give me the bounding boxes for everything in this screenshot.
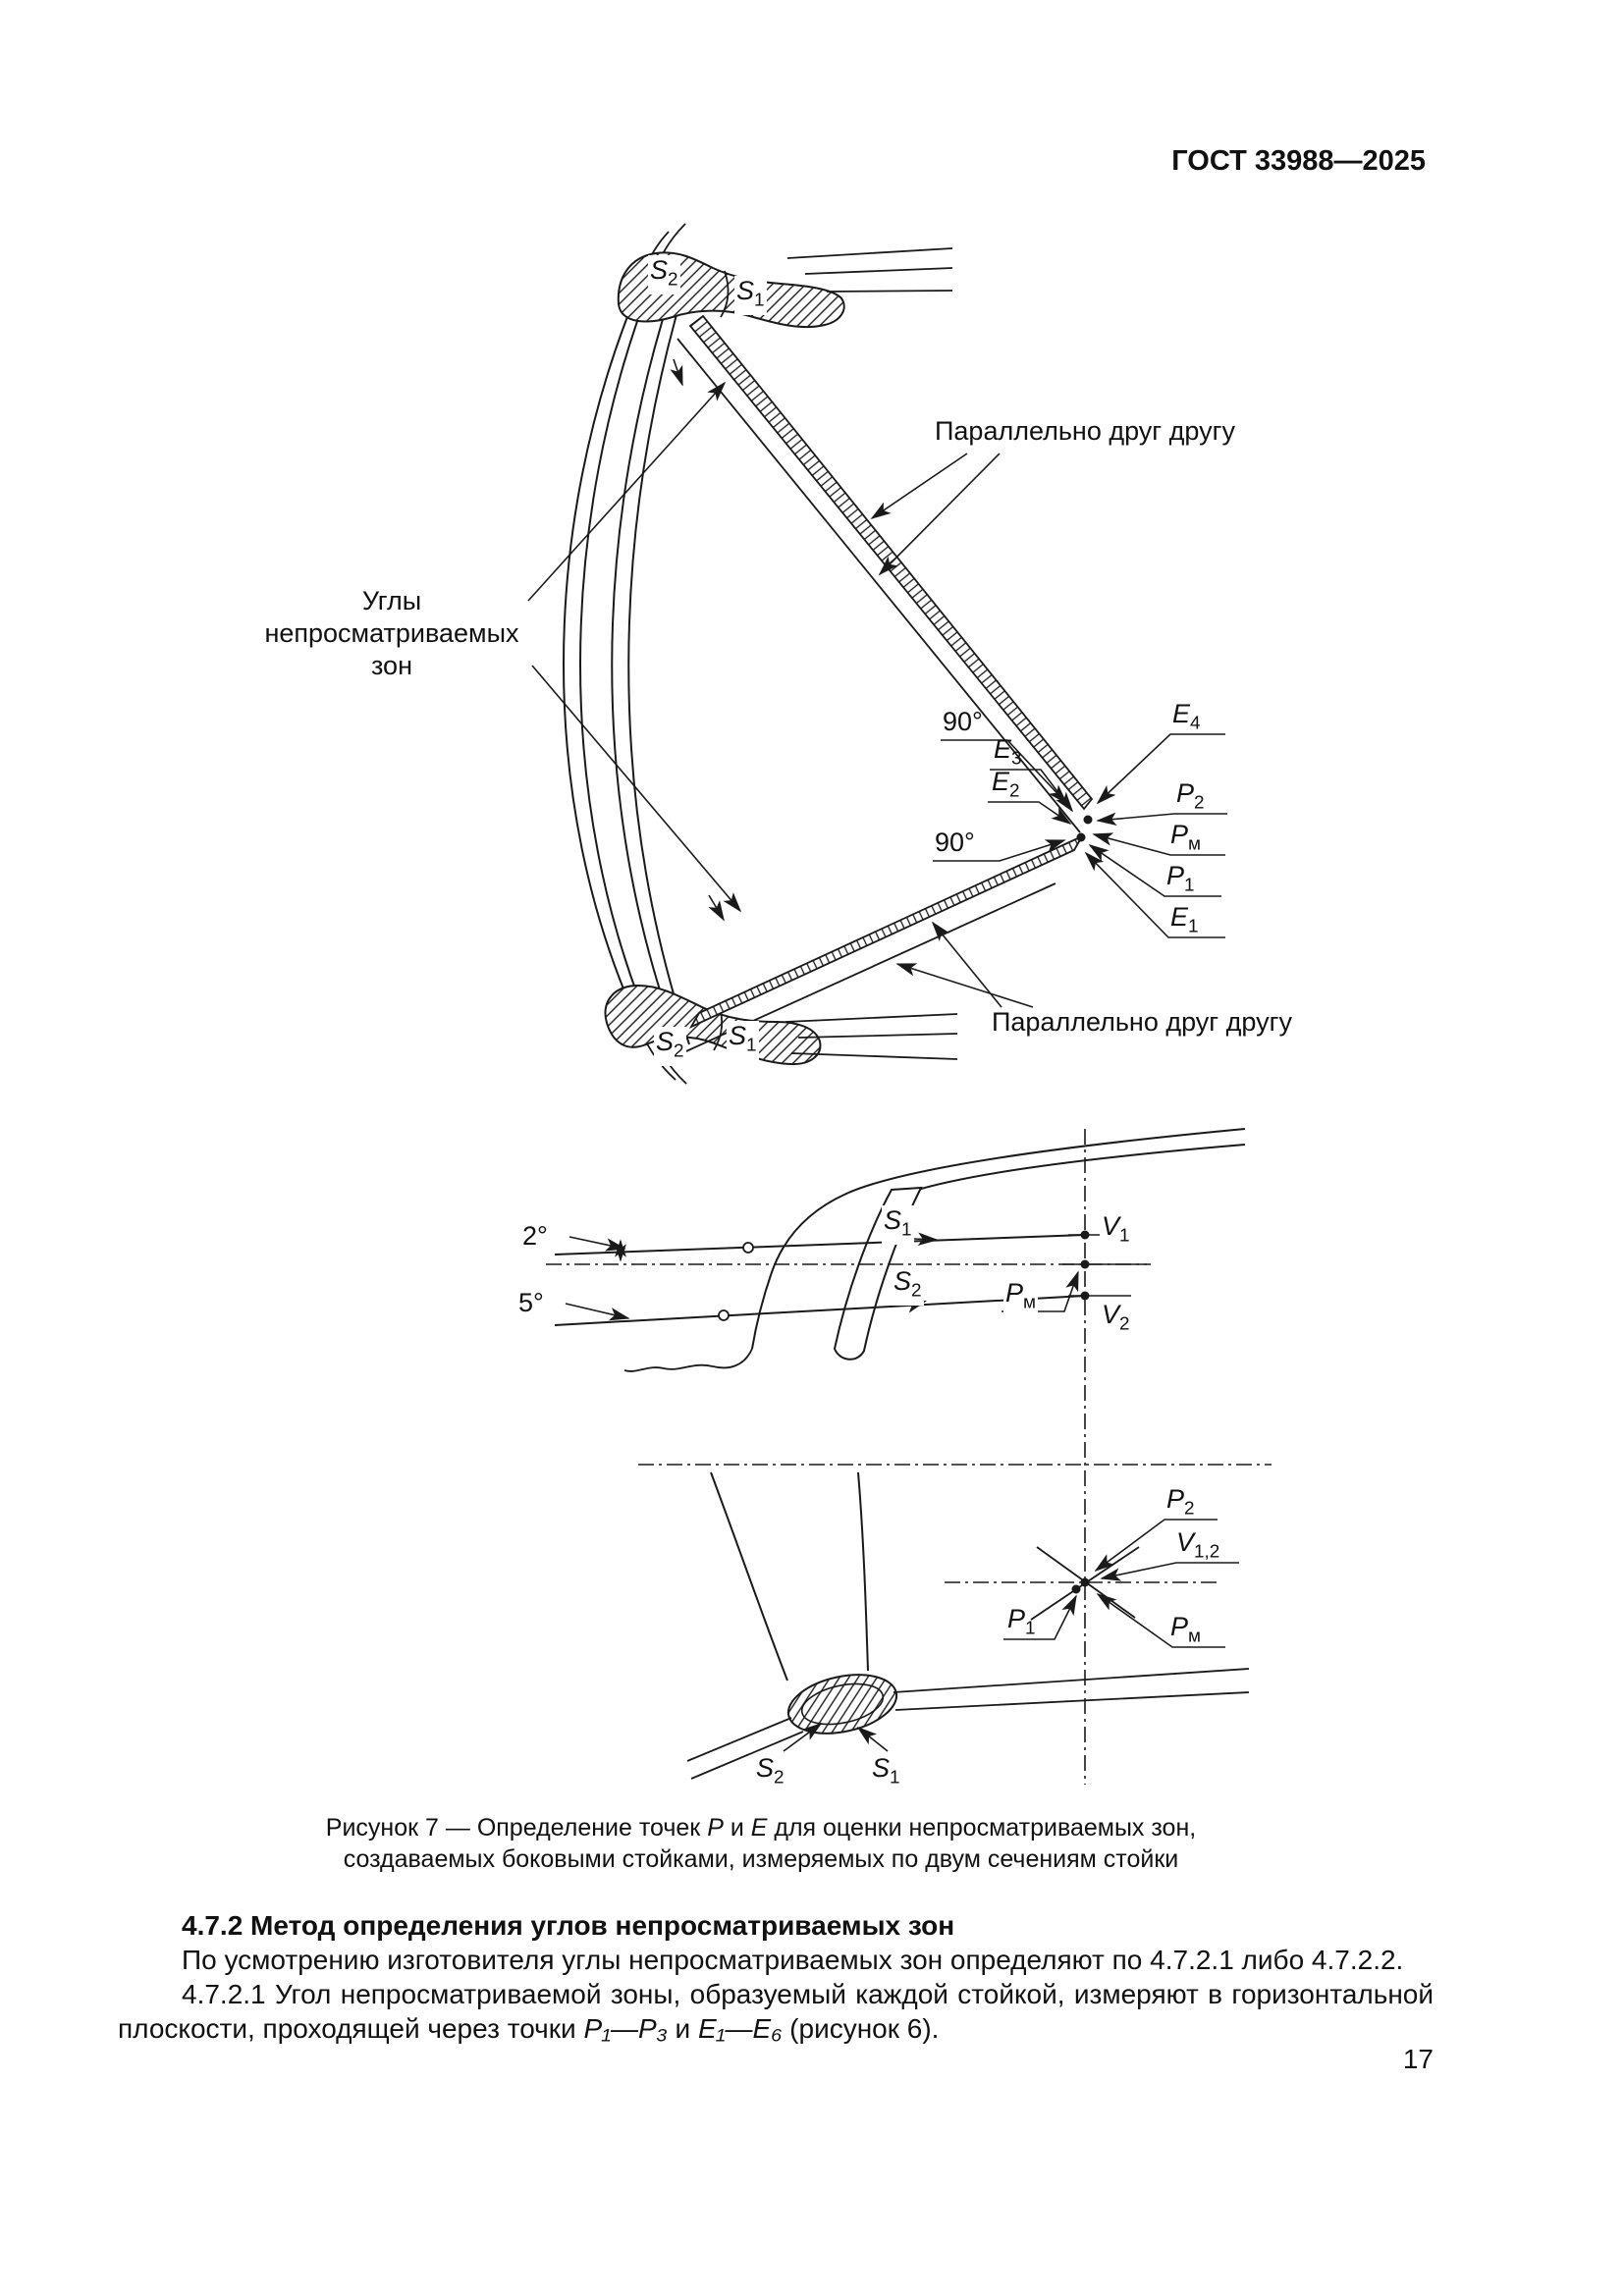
label-v1: $V_1$ (1100, 1211, 1132, 1251)
label-s2-top-pillar: $S_2$ (648, 255, 680, 294)
paragraph-4-7-2-1: 4.7.2.1 Угол непросматриваемой зоны, образуемый каждой стойкой, измеряют в горизонтальной плоскости, проходящей через точки P₁—P₃ и E₁—E₆ (рисунок 6). (118, 1979, 1434, 2044)
heading-4-7-2: 4.7.2 Метод определения углов непросматриваемых зон (182, 1910, 955, 1941)
section-text (118, 1908, 1434, 2046)
document-header: ГОСТ 33988—2025 (1171, 145, 1426, 177)
label-e4: $E_4$ (1172, 699, 1201, 734)
label-parallel-bottom: Параллельно друг другу (992, 1007, 1292, 1037)
label-v2: $V_2$ (1100, 1300, 1132, 1339)
label-p2-section: $P_2$ (1166, 1484, 1195, 1520)
label-parallel-top: Параллельно друг другу (935, 416, 1235, 446)
label-s1-bottom-pillar: $S_1$ (727, 1021, 759, 1060)
label-pm-section: $P_м$ (1170, 1612, 1202, 1647)
label-pm-side: $P_м$ (1003, 1278, 1038, 1317)
label-90deg-upper: 90° (943, 707, 983, 736)
label-s2-section: $S_2$ (892, 1266, 924, 1306)
top-view-diagram (528, 224, 1227, 1084)
figure-caption-line1: Рисунок 7 — Определение точек P и E для оценки непросматриваемых зон, (325, 1814, 1197, 1842)
label-90deg-lower: 90° (935, 828, 975, 857)
label-s1-top-pillar: $S_1$ (734, 276, 767, 315)
label-s2-bottom-pillar: $S_2$ (654, 1027, 686, 1066)
page-number: 17 (1402, 2044, 1434, 2074)
label-s1-plane: $S_1$ (870, 1753, 902, 1792)
label-v12: $V_{1,2}$ (1176, 1527, 1220, 1563)
label-2deg: 2° (522, 1221, 548, 1251)
label-e1: $E_1$ (1170, 902, 1199, 937)
figure-caption-line2: создаваемых боковыми стойками, измеряемых по двум сечениям стойки (343, 1845, 1179, 1873)
label-p1: $P_1$ (1166, 861, 1195, 896)
figure-caption (118, 1812, 1404, 1875)
label-p1-section: $P_1$ (1007, 1604, 1036, 1639)
label-blind-zone-angles: Углы непросматриваемых зон (264, 586, 519, 680)
label-e2: $E_2$ (992, 767, 1020, 802)
label-p2: $P_2$ (1176, 778, 1205, 814)
paragraph-intro: По усмотрению изготовителя углы непросматриваемых зон определяют по 4.7.2.1 либо 4.7.2.2. (182, 1945, 1404, 1975)
label-s2-plane: $S_2$ (754, 1753, 786, 1792)
label-5deg: 5° (518, 1288, 544, 1317)
label-s1-section: $S_1$ (882, 1205, 914, 1245)
label-e3: $E_3$ (994, 734, 1022, 770)
label-pm: $P_м$ (1170, 820, 1202, 855)
